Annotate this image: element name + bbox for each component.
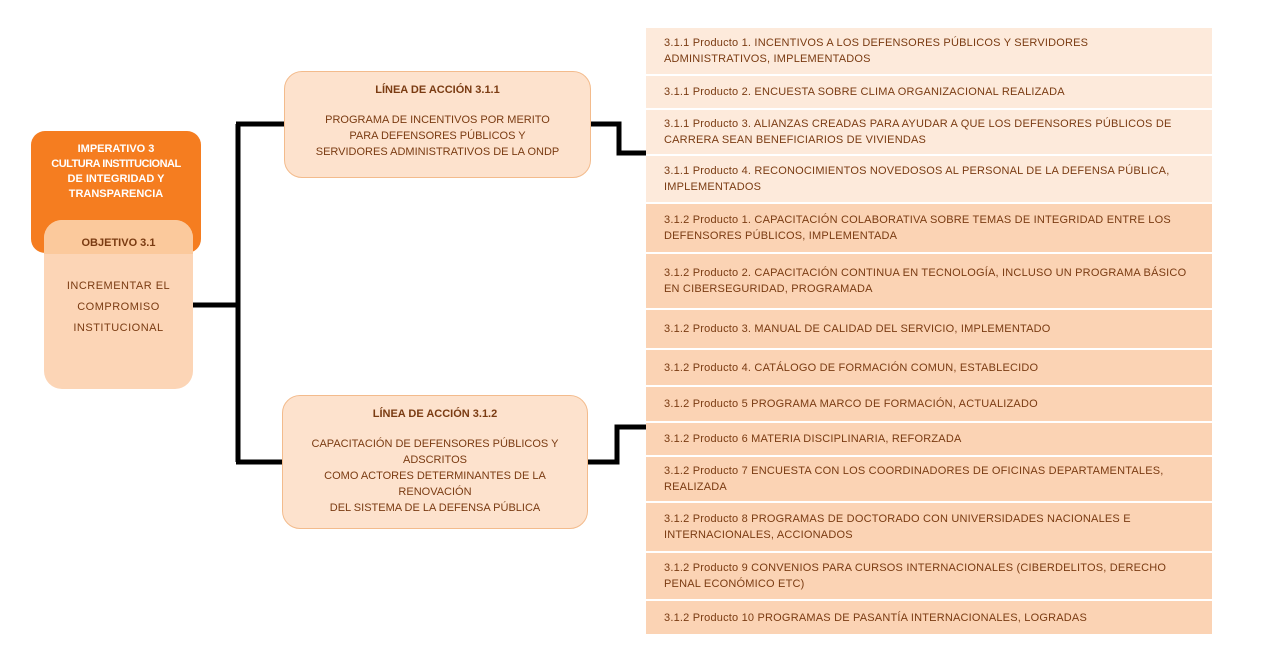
linea-line: DEL SISTEMA DE LA DEFENSA PÚBLICA [329,502,541,514]
product-text: 3.1.2 Producto 10 PROGRAMAS DE PASANTÍA INTERNACIONALES, LOGRADAS [664,611,1087,624]
product-row [646,254,1212,310]
product-row [646,423,1212,457]
product-row [646,204,1212,254]
product-text: 3.1.2 Producto 2. CAPACITACIÓN CONTINUA EN TECNOLOGÍA, INCLUSO UN PROGRAMA BÁSICO EN CIBERSEGURIDAD, PROGRAMADA [664,267,1187,295]
product-text: 3.1.2 Producto 1. CAPACITACIÓN COLABORATIVA SOBRE TEMAS DE INTEGRIDAD ENTRE LOS DEFENSORES PÚBLICOS, IMPLEMENTADA [664,214,1171,242]
product-row [646,350,1212,387]
product-row [646,503,1212,553]
linea-line: ADSCRITOS [403,454,467,466]
linea-accion-3-1-1-box [284,71,591,178]
objetivo-line: INSTITUCIONAL [73,322,164,334]
imperativo-line: DE INTEGRIDAD Y [67,173,165,185]
imperativo-line: IMPERATIVO 3 [77,143,155,155]
linea-line: SERVIDORES ADMINISTRATIVOS DE LA ONDP [315,146,560,158]
product-text: 3.1.2 Producto 7 ENCUESTA CON LOS COORDINADORES DE OFICINAS DEPARTAMENTALES, REALIZADA [664,465,1164,493]
products-list [646,28,1212,636]
objetivo-box [44,220,193,389]
linea-line: COMO ACTORES DETERMINANTES DE LA [324,470,546,482]
product-row [646,110,1212,156]
imperativo-line: CULTURA INSTITUCIONAL [51,158,181,170]
product-text: 3.1.2 Producto 5 PROGRAMA MARCO DE FORMACIÓN, ACTUALIZADO [664,398,1038,410]
product-row [646,601,1212,636]
product-text: 3.1.2 Producto 3. MANUAL DE CALIDAD DEL SERVICIO, IMPLEMENTADO [664,323,1051,335]
product-row [646,310,1212,350]
objetivo-description [44,254,193,339]
linea-title: LÍNEA DE ACCIÓN 3.1.2 [372,408,498,420]
linea-title: LÍNEA DE ACCIÓN 3.1.1 [375,84,500,96]
product-text: 3.1.1 Producto 4. RECONOCIMIENTOS NOVEDOSOS AL PERSONAL DE LA DEFENSA PÚBLICA, IMPLEMENTADOS [664,165,1170,193]
product-text: 3.1.2 Producto 6 MATERIA DISCIPLINARIA, REFORZADA [664,433,962,445]
objetivo-line: COMPROMISO [77,301,160,313]
product-text: 3.1.1 Producto 2. ENCUESTA SOBRE CLIMA ORGANIZACIONAL REALIZADA [664,86,1065,98]
objetivo-title: OBJETIVO 3.1 [44,220,193,254]
connector-linea-2-products [588,427,646,462]
product-row [646,156,1212,204]
linea-line: CAPACITACIÓN DE DEFENSORES PÚBLICOS Y [311,438,559,450]
product-text: 3.1.2 Producto 4. CATÁLOGO DE FORMACIÓN COMUN, ESTABLECIDO [664,361,1039,374]
product-row [646,457,1212,503]
linea-line: RENOVACIÓN [398,486,472,498]
linea-accion-3-1-2-box [282,395,588,529]
objetivo-line: INCREMENTAR EL [66,280,171,292]
linea-line: PROGRAMA DE INCENTIVOS POR MERITO [325,114,550,126]
product-row [646,28,1212,76]
product-text: 3.1.1 Producto 3. ALIANZAS CREADAS PARA AYUDAR A QUE LOS DEFENSORES PÚBLICOS DE CARRERA SEAN BENEFICIARIOS DE VIVIENDAS [664,118,1172,146]
product-row [646,76,1212,110]
linea-line: PARA DEFENSORES PÚBLICOS Y [349,130,526,142]
product-row [646,553,1212,601]
product-text: 3.1.2 Producto 8 PROGRAMAS DE DOCTORADO CON UNIVERSIDADES NACIONALES E INTERNACIONALES, ACCIONADOS [664,513,1131,541]
product-text: 3.1.1 Producto 1. INCENTIVOS A LOS DEFENSORES PÚBLICOS Y SERVIDORES ADMINISTRATIVOS, IMPLEMENTADOS [664,37,1089,65]
product-row [646,387,1212,423]
product-text: 3.1.2 Producto 9 CONVENIOS PARA CURSOS INTERNACIONALES (CIBERDELITOS, DERECHO PENAL ECONÓMICO ETC) [664,562,1167,590]
connector-linea-1-products [591,124,646,153]
imperativo-line: TRANSPARENCIA [68,188,164,200]
